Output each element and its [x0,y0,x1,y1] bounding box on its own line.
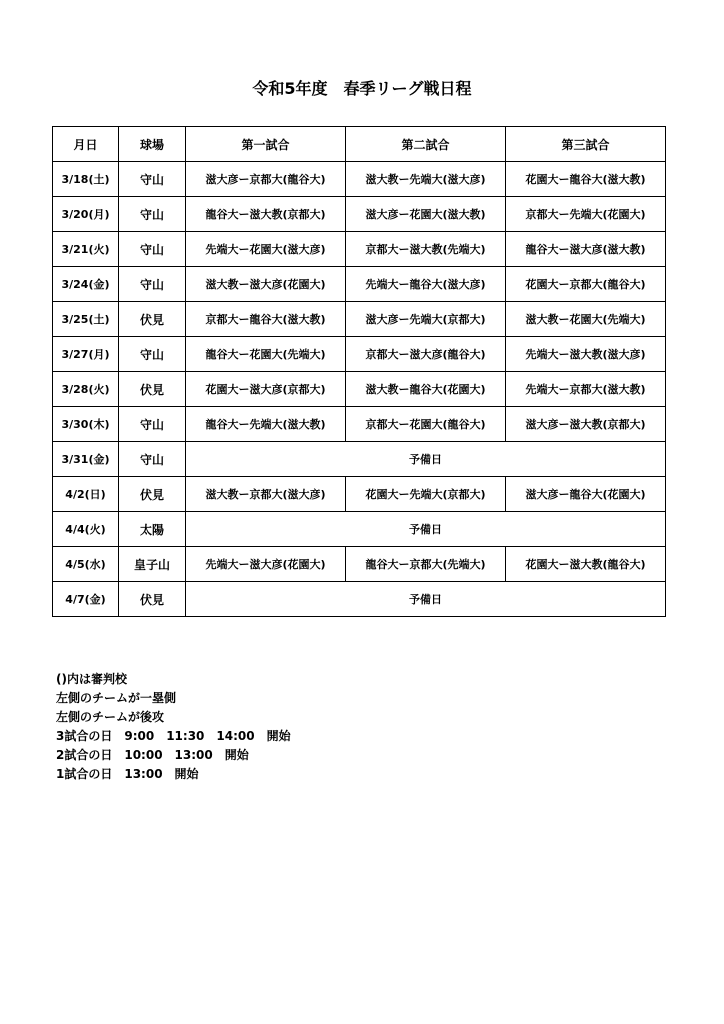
table-row [53,442,666,477]
field-cell: 皇子山 [119,547,186,582]
game3-cell: 滋大彦ー龍谷大(花園大) [506,477,666,512]
game2-cell: 京都大ー花園大(龍谷大) [346,407,506,442]
header-date: 月日 [53,127,119,162]
table-row [53,267,666,302]
date-cell: 3/31(金) [53,442,119,477]
table-row [53,162,666,197]
game2-cell: 滋大彦ー花園大(滋大教) [346,197,506,232]
game2-cell: 滋大教ー先端大(滋大彦) [346,162,506,197]
date-cell: 4/4(火) [53,512,119,547]
game1-cell: 龍谷大ー先端大(滋大教) [186,407,346,442]
game1-cell: 先端大ー滋大彦(花園大) [186,547,346,582]
reserve-day-cell: 予備日 [186,442,666,477]
table-row [53,477,666,512]
header-game1: 第一試合 [186,127,346,162]
date-cell: 3/30(木) [53,407,119,442]
game1-cell: 龍谷大ー滋大教(京都大) [186,197,346,232]
game3-cell: 龍谷大ー滋大彦(滋大教) [506,232,666,267]
game2-cell: 滋大彦ー先端大(京都大) [346,302,506,337]
game2-cell: 京都大ー滋大教(先端大) [346,232,506,267]
table-row [53,582,666,617]
game1-cell: 花園大ー滋大彦(京都大) [186,372,346,407]
field-cell: 守山 [119,232,186,267]
table-row [53,337,666,372]
header-game3: 第三試合 [506,127,666,162]
header-game2: 第二試合 [346,127,506,162]
game3-cell: 花園大ー滋大教(龍谷大) [506,547,666,582]
schedule-table [52,126,666,617]
game1-cell: 龍谷大ー花園大(先端大) [186,337,346,372]
field-cell: 守山 [119,337,186,372]
field-cell: 太陽 [119,512,186,547]
game2-cell: 京都大ー滋大彦(龍谷大) [346,337,506,372]
header-row [53,127,666,162]
game3-cell: 先端大ー京都大(滋大教) [506,372,666,407]
game3-cell: 花園大ー龍谷大(滋大教) [506,162,666,197]
field-cell: 守山 [119,162,186,197]
game3-cell: 京都大ー先端大(花園大) [506,197,666,232]
note-line: 1試合の日 13:00 開始 [56,767,199,781]
field-cell: 伏見 [119,372,186,407]
date-cell: 3/28(火) [53,372,119,407]
game3-cell: 滋大教ー花園大(先端大) [506,302,666,337]
table-row [53,407,666,442]
note-line: 2試合の日 10:00 13:00 開始 [56,748,249,762]
date-cell: 3/20(月) [53,197,119,232]
game3-cell: 先端大ー滋大教(滋大彦) [506,337,666,372]
game1-cell: 滋大教ー滋大彦(花園大) [186,267,346,302]
game1-cell: 京都大ー龍谷大(滋大教) [186,302,346,337]
header-field: 球場 [119,127,186,162]
field-cell: 守山 [119,197,186,232]
game1-cell: 滋大教ー京都大(滋大彦) [186,477,346,512]
note-line: 左側のチームが後攻 [56,710,165,724]
reserve-day-cell: 予備日 [186,512,666,547]
game3-cell: 花園大ー京都大(龍谷大) [506,267,666,302]
game1-cell: 滋大彦ー京都大(龍谷大) [186,162,346,197]
field-cell: 伏見 [119,477,186,512]
table-row [53,232,666,267]
reserve-day-cell: 予備日 [186,582,666,617]
date-cell: 4/2(日) [53,477,119,512]
date-cell: 3/24(金) [53,267,119,302]
field-cell: 守山 [119,442,186,477]
date-cell: 3/21(火) [53,232,119,267]
field-cell: 伏見 [119,582,186,617]
field-cell: 守山 [119,407,186,442]
table-row [53,512,666,547]
game3-cell: 滋大彦ー滋大教(京都大) [506,407,666,442]
field-cell: 守山 [119,267,186,302]
notes-block [56,670,291,784]
game2-cell: 龍谷大ー京都大(先端大) [346,547,506,582]
note-line: 左側のチームが一塁側 [56,691,177,705]
note-line: 3試合の日 9:00 11:30 14:00 開始 [56,729,291,743]
table-row [53,547,666,582]
table-row [53,302,666,337]
date-cell: 3/25(土) [53,302,119,337]
date-cell: 3/18(土) [53,162,119,197]
page-title: 令和5年度 春季リーグ戦日程 [252,79,472,98]
date-cell: 4/5(水) [53,547,119,582]
game1-cell: 先端大ー花園大(滋大彦) [186,232,346,267]
note-line: ()内は審判校 [56,672,127,686]
game2-cell: 滋大教ー龍谷大(花園大) [346,372,506,407]
field-cell: 伏見 [119,302,186,337]
table-row [53,197,666,232]
date-cell: 3/27(月) [53,337,119,372]
game2-cell: 花園大ー先端大(京都大) [346,477,506,512]
game2-cell: 先端大ー龍谷大(滋大彦) [346,267,506,302]
date-cell: 4/7(金) [53,582,119,617]
table-row [53,372,666,407]
